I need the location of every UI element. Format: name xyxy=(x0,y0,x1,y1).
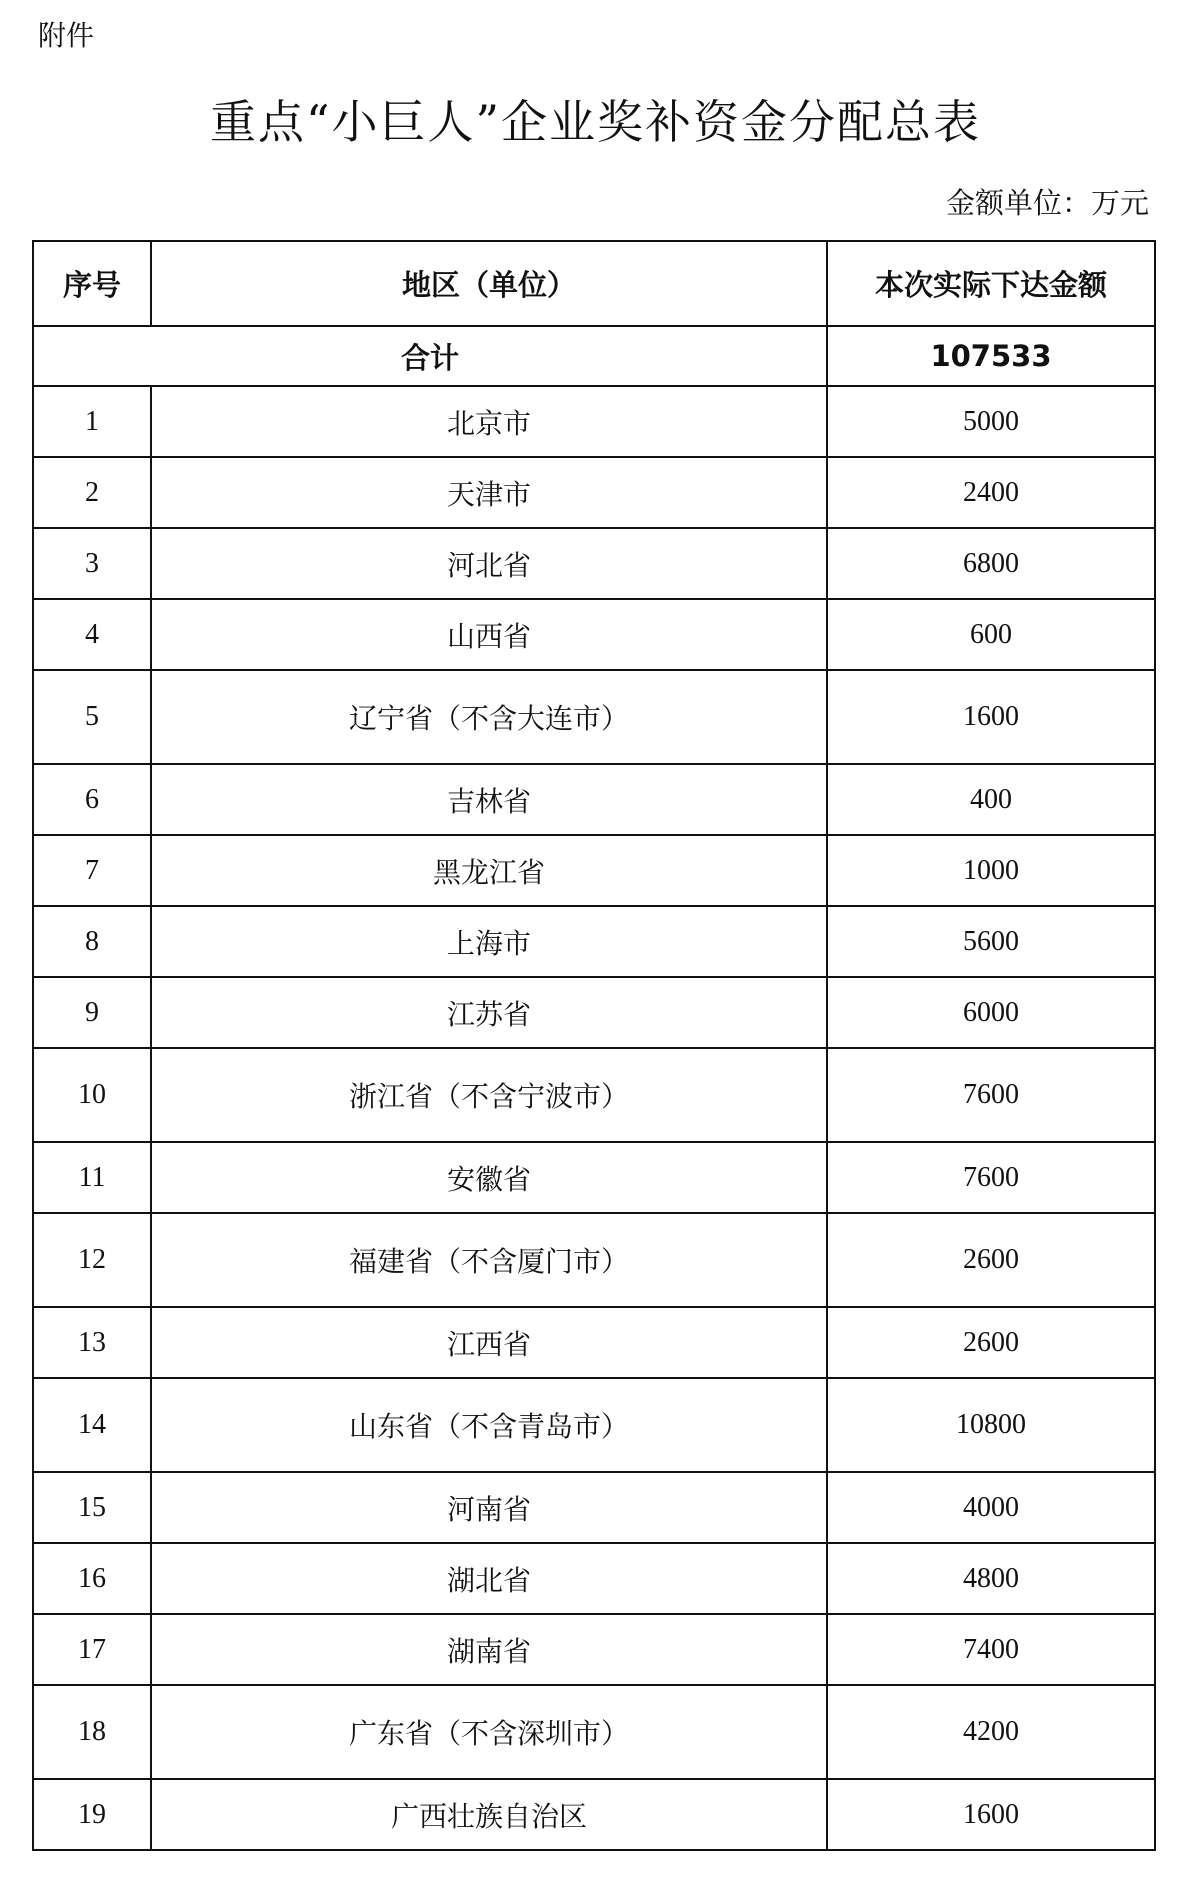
row-region: 湖南省 xyxy=(151,1614,827,1685)
table-row xyxy=(33,386,1155,457)
row-region: 北京市 xyxy=(151,386,827,457)
page-title: 重点“小巨人”企业奖补资金分配总表 xyxy=(209,95,982,149)
row-index: 5 xyxy=(33,670,151,764)
row-region: 天津市 xyxy=(151,457,827,528)
row-index: 11 xyxy=(33,1142,151,1213)
row-index: 12 xyxy=(33,1213,151,1307)
row-region: 浙江省（不含宁波市） xyxy=(151,1048,827,1142)
table-row xyxy=(33,1614,1155,1685)
table-row xyxy=(33,764,1155,835)
row-region: 河南省 xyxy=(151,1472,827,1543)
table-row xyxy=(33,599,1155,670)
row-index: 15 xyxy=(33,1472,151,1543)
row-region: 广东省（不含深圳市） xyxy=(151,1685,827,1779)
row-amount: 4200 xyxy=(827,1685,1155,1779)
row-index: 2 xyxy=(33,457,151,528)
table-row xyxy=(33,1378,1155,1472)
table-row xyxy=(33,1307,1155,1378)
row-index: 14 xyxy=(33,1378,151,1472)
row-amount: 1600 xyxy=(827,670,1155,764)
table-row xyxy=(33,1543,1155,1614)
row-amount: 400 xyxy=(827,764,1155,835)
row-region: 辽宁省（不含大连市） xyxy=(151,670,827,764)
header-amount: 本次实际下达金额 xyxy=(827,241,1155,326)
allocation-table xyxy=(32,240,1156,1851)
row-region: 上海市 xyxy=(151,906,827,977)
table-row xyxy=(33,528,1155,599)
row-index: 3 xyxy=(33,528,151,599)
row-index: 1 xyxy=(33,386,151,457)
row-amount: 1000 xyxy=(827,835,1155,906)
table-row xyxy=(33,835,1155,906)
row-amount: 7600 xyxy=(827,1048,1155,1142)
row-amount: 10800 xyxy=(827,1378,1155,1472)
row-amount: 6000 xyxy=(827,977,1155,1048)
row-amount: 5000 xyxy=(827,386,1155,457)
row-index: 7 xyxy=(33,835,151,906)
table-row xyxy=(33,1213,1155,1307)
table-header-row xyxy=(33,241,1155,326)
row-amount: 6800 xyxy=(827,528,1155,599)
row-region: 黑龙江省 xyxy=(151,835,827,906)
row-amount: 5600 xyxy=(827,906,1155,977)
total-amount: 107533 xyxy=(827,326,1155,386)
table-row xyxy=(33,670,1155,764)
row-region: 江苏省 xyxy=(151,977,827,1048)
row-region: 福建省（不含厦门市） xyxy=(151,1213,827,1307)
row-index: 16 xyxy=(33,1543,151,1614)
row-amount: 7600 xyxy=(827,1142,1155,1213)
row-region: 山东省（不含青岛市） xyxy=(151,1378,827,1472)
header-region: 地区（单位） xyxy=(151,241,827,326)
row-region: 安徽省 xyxy=(151,1142,827,1213)
row-region: 江西省 xyxy=(151,1307,827,1378)
total-label: 合计 xyxy=(33,326,827,386)
row-amount: 2400 xyxy=(827,457,1155,528)
row-amount: 4800 xyxy=(827,1543,1155,1614)
row-index: 6 xyxy=(33,764,151,835)
row-index: 10 xyxy=(33,1048,151,1142)
table-row xyxy=(33,906,1155,977)
row-index: 17 xyxy=(33,1614,151,1685)
row-amount: 2600 xyxy=(827,1307,1155,1378)
row-index: 9 xyxy=(33,977,151,1048)
row-region: 河北省 xyxy=(151,528,827,599)
total-row xyxy=(33,326,1155,386)
header-index: 序号 xyxy=(33,241,151,326)
row-index: 18 xyxy=(33,1685,151,1779)
row-amount: 4000 xyxy=(827,1472,1155,1543)
table-row xyxy=(33,1685,1155,1779)
unit-note: 金额单位：万元 xyxy=(945,186,1149,220)
attachment-label: 附件 xyxy=(38,19,95,52)
row-amount: 600 xyxy=(827,599,1155,670)
table-row xyxy=(33,457,1155,528)
row-index: 8 xyxy=(33,906,151,977)
row-amount: 2600 xyxy=(827,1213,1155,1307)
row-amount: 7400 xyxy=(827,1614,1155,1685)
table-row xyxy=(33,1142,1155,1213)
row-region: 吉林省 xyxy=(151,764,827,835)
row-amount: 1600 xyxy=(827,1779,1155,1850)
row-region: 广西壮族自治区 xyxy=(151,1779,827,1850)
table-row xyxy=(33,1472,1155,1543)
row-index: 13 xyxy=(33,1307,151,1378)
row-region: 湖北省 xyxy=(151,1543,827,1614)
table-row xyxy=(33,977,1155,1048)
table-row xyxy=(33,1048,1155,1142)
row-index: 19 xyxy=(33,1779,151,1850)
table-row xyxy=(33,1779,1155,1850)
row-index: 4 xyxy=(33,599,151,670)
row-region: 山西省 xyxy=(151,599,827,670)
